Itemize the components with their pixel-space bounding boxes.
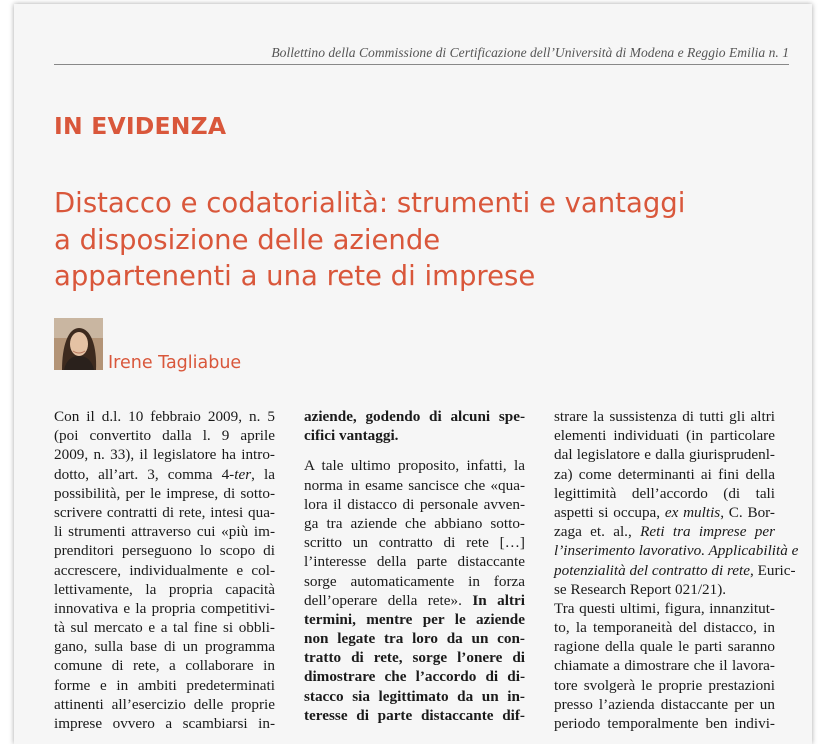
text-span: innovativa e la propria competitivi-	[54, 599, 275, 617]
text-line	[304, 426, 525, 445]
text-span: (poi convertito dalla l. 9 aprile	[54, 427, 275, 445]
text-span: imprese ovvero a scambiarsi in-	[54, 715, 275, 732]
author-portrait-icon	[54, 318, 103, 370]
author-name: Irene Tagliabue	[108, 353, 242, 373]
text-span: scrivere contratti di rete, intesi qua-	[54, 503, 275, 521]
text-line	[54, 599, 275, 618]
text-span: legittimità dell’accordo (di tali	[554, 484, 775, 502]
text-span: norma in esame sancisce che «qua-	[304, 476, 525, 494]
text-span: aspetti si occupa,	[554, 503, 665, 521]
text-line	[54, 637, 275, 656]
text-span: elementi individuati (in particolare	[554, 427, 775, 445]
bold-text: In altri	[472, 591, 525, 609]
text-span: tà sul mercato e a tal fine si obbli-	[54, 619, 275, 637]
text-span: gano, sulla base di un programma	[54, 638, 275, 656]
text-span: Con il d.l. 10 febbraio 2009, n. 5	[54, 408, 275, 425]
text-line	[304, 667, 525, 686]
text-line	[304, 533, 525, 552]
text-span: strare la sussistenza di tutti gli altri	[554, 408, 775, 425]
text-line	[54, 656, 275, 675]
text-line	[304, 572, 525, 591]
text-column-2	[304, 407, 525, 725]
text-line	[554, 407, 775, 426]
italic-text: potenzialità del contratto di rete	[554, 561, 751, 579]
text-span: accrescere, individualmente e col-	[54, 561, 275, 579]
text-line	[304, 476, 525, 495]
text-line	[54, 484, 275, 503]
author-photo	[54, 318, 103, 370]
text-span: zaga et. al.,	[554, 523, 641, 541]
text-line	[54, 503, 275, 522]
text-line	[554, 714, 775, 733]
bold-text: teresse di parte distaccante dif-	[304, 706, 525, 724]
text-line	[304, 552, 525, 571]
bold-text: stacco sia legittimato da un in-	[304, 687, 525, 705]
italic-text: Reti tra imprese per	[640, 523, 775, 541]
text-span: dal legislatore e dalla giurisprudenl-	[554, 446, 775, 464]
title-line: Distacco e codatorialità: strumenti e vantaggi	[54, 187, 686, 219]
bold-text: aziende, godendo di alcuni spe-	[304, 408, 525, 425]
text-line	[304, 514, 525, 533]
bold-text: tratto di rete, sorge l’onere di	[304, 649, 525, 667]
text-line	[54, 541, 275, 560]
text-span: l’interesse della parte distaccante	[304, 553, 525, 571]
text-line	[304, 456, 525, 475]
text-span: comune di rete, a collaborare in	[54, 657, 275, 675]
text-line	[54, 695, 275, 714]
text-line	[54, 445, 275, 464]
article-title	[54, 185, 685, 295]
bold-text: cifici vantaggi.	[304, 427, 399, 445]
text-line	[554, 426, 775, 445]
bold-text: dimostrare che l’accordo di di-	[304, 668, 525, 686]
document-page	[14, 4, 812, 744]
text-span: ga tra aziende che abbiano sotto-	[304, 514, 525, 532]
text-span: dotto, all’art. 3, comma 4-	[54, 465, 235, 483]
text-span: za) come determinanti ai fini della	[554, 465, 775, 483]
text-span: prenditori perseguono lo scopo di	[54, 542, 275, 560]
text-line	[554, 676, 775, 695]
text-span: forme e in ambiti predeterminati	[54, 676, 275, 694]
text-span: sorge automaticamente in forza	[304, 572, 525, 590]
text-span: se Research Report 021/21).	[554, 580, 727, 598]
text-span: , Euric-	[750, 561, 796, 579]
italic-text: ex multis	[664, 503, 721, 521]
text-line	[554, 503, 775, 522]
text-line	[554, 465, 775, 484]
text-line	[54, 465, 275, 484]
italic-text: l’inserimento lavorativo. Applicabilità e	[554, 542, 799, 560]
text-line	[554, 561, 796, 580]
text-span: dell’operare della rete».	[304, 591, 473, 609]
text-span: tore svolgerà le proprie prestazioni	[554, 676, 775, 694]
text-line	[304, 687, 525, 706]
text-column-1	[54, 407, 275, 733]
text-line	[54, 426, 275, 445]
text-line	[54, 618, 275, 637]
text-span: chiamate a dimostrare che il lavora-	[554, 657, 775, 675]
text-line	[554, 637, 775, 656]
text-span: periodo temporalmente ben indivi-	[554, 715, 775, 732]
text-line	[304, 495, 525, 514]
title-line: a disposizione delle aziende	[54, 223, 441, 256]
text-span: lettivamente, la propria capacità	[54, 580, 275, 598]
text-span: 2009, n. 33), il legislatore ha intro-	[54, 446, 275, 464]
text-span: Tra questi ultimi, figura, innanzitut-	[554, 599, 775, 617]
header-rule	[54, 64, 789, 65]
text-span: , la	[251, 465, 275, 483]
text-line	[304, 591, 525, 610]
text-line	[554, 656, 775, 675]
text-line	[54, 522, 275, 541]
text-span: li strumenti attraverso cui «più im-	[54, 523, 275, 541]
text-line	[54, 561, 275, 580]
italic-text: ter	[234, 465, 252, 483]
text-line	[304, 407, 525, 426]
text-line	[554, 522, 775, 541]
text-line	[54, 714, 275, 733]
text-span: presso l’azienda distaccante per un	[554, 695, 775, 713]
text-line	[54, 676, 275, 695]
running-head: Bollettino della Commissione di Certificazione dell’Università di Modena e Reggio Emilia n. 1	[271, 45, 789, 60]
text-column-3	[554, 407, 799, 733]
text-line	[54, 407, 275, 426]
paragraph-gap	[304, 445, 525, 456]
text-span: scritto un contratto di rete […]	[304, 534, 525, 552]
text-span: ragione della quale le parti saranno	[554, 638, 775, 656]
text-line	[54, 580, 275, 599]
text-line	[304, 629, 525, 648]
bold-text: non legate tra loro da un con-	[304, 630, 525, 648]
text-span: to, la temporaneità del distacco, in	[554, 619, 775, 637]
text-line	[304, 648, 525, 667]
text-line	[554, 541, 799, 560]
text-line	[554, 599, 775, 618]
text-span: attinenti all’esercizio delle proprie	[54, 695, 275, 713]
text-line	[304, 610, 525, 629]
text-line	[554, 580, 775, 599]
text-line	[554, 695, 775, 714]
text-line	[554, 484, 775, 503]
bold-text: termini, mentre per le aziende	[304, 610, 525, 628]
text-span: A tale ultimo proposito, infatti, la	[304, 457, 525, 475]
title-line: appartenenti a una rete di imprese	[54, 260, 536, 293]
text-line	[554, 445, 775, 464]
text-span: , C. Bor-	[720, 503, 775, 521]
text-span: possibilità, per le imprese, di sotto-	[54, 484, 275, 502]
text-span: lora il distacco di personale avven-	[304, 495, 525, 513]
section-label: IN EVIDENZA	[54, 112, 227, 140]
text-line	[554, 618, 775, 637]
